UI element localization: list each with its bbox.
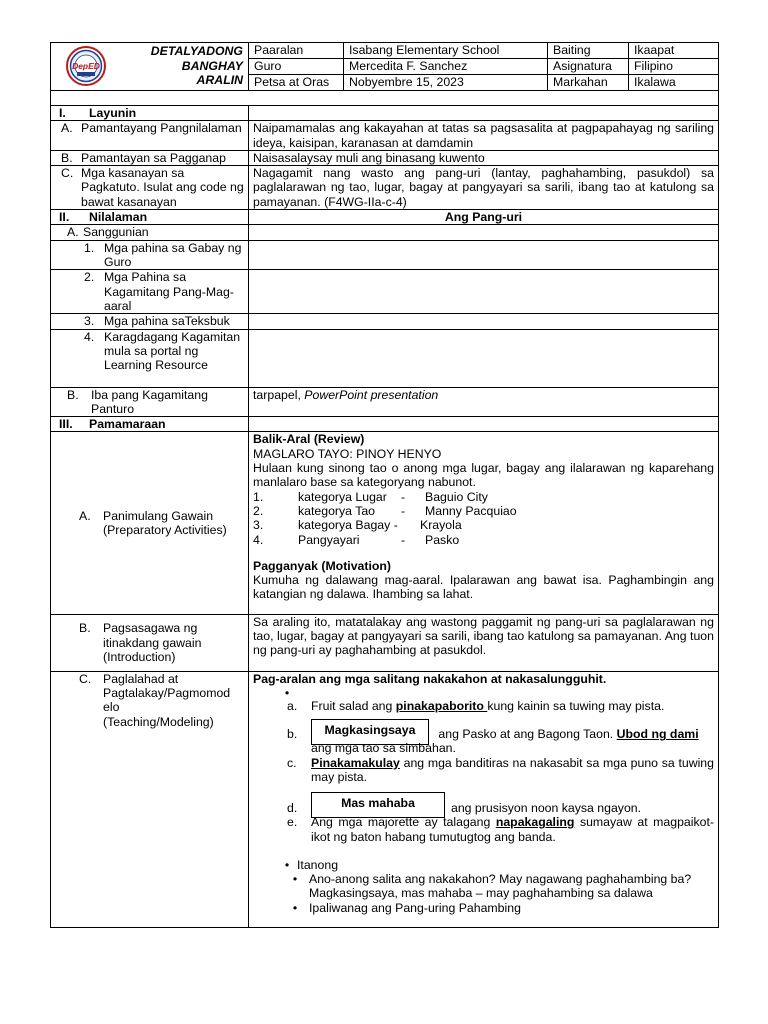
header-key-petsa: Petsa at Oras: [249, 75, 344, 91]
header-value-quarter: Ikalawa: [629, 75, 719, 91]
header-key-markahan: Markahan: [548, 75, 629, 91]
ref-4-label: 4. Karagdagang Kagamitan mula sa portal ng Learning Resource: [51, 329, 249, 387]
title-line-3: ARALIN: [196, 73, 243, 87]
ref-2-label: 2. Mga Pahina sa Kagamitang Pang-Mag-aaral: [51, 270, 249, 314]
example-b: b. Magkasingsaya ang Pasko at ang Bagong Taon. Ubod ng dami ang mga tao sa simbahan.: [287, 719, 714, 755]
header-key-guro: Guro: [249, 59, 344, 75]
example-e: e. Ang mga majorette ay talagang napakagaling sumayaw at magpaikot-ikot ng baton habang tumutugtog ang banda.: [287, 815, 714, 844]
section-layunin: I. Layunin: [51, 106, 249, 121]
iba-value: tarpapel, PowerPoint presentation: [249, 387, 719, 417]
layunin-a-text: Naipamamalas ang kakayahan at tatas sa pagsasalita at pagpapahayag ng sariling ideya, kaisipan, karanasan at damdamin: [249, 121, 719, 151]
header-value-school: Isabang Elementary School: [344, 43, 548, 59]
deped-logo-icon: [61, 46, 111, 86]
list-item: 2. kategorya Tao - Manny Pacquiao: [253, 503, 517, 518]
title-line-1: DETALYADONG: [150, 44, 243, 58]
header-value-date: Nobyembre 15, 2023: [344, 75, 548, 91]
boxed-word: Mas mahaba: [311, 792, 445, 818]
nilalaman-topic: Ang Pang-uri: [249, 210, 719, 225]
layunin-a-label: A. Pamantayang Pangnilalaman: [51, 121, 249, 151]
example-d: d. Mas mahaba ang prusisyon noon kaysa ngayon.: [287, 792, 714, 818]
example-c: c. Pinakamakulay ang mga banditiras na nakasabit sa mga puno sa tuwing may pista.: [287, 755, 714, 784]
list-item: • Ano-anong salita ang nakakahon? May nagawang paghahambing ba? Magkasingsaya, mas mahaba – may paghahambing sa dalawa: [292, 872, 692, 901]
header-key-baiting: Baiting: [548, 43, 629, 59]
list-item: •: [284, 686, 290, 701]
header-value-grade: Ikaapat: [629, 43, 719, 59]
game-instruction: Hulaan kung sinong tao o anong mga lugar, bagay ang ilalarawan ng kaparehang manlalaro base sa kategoryang nabunot.: [253, 461, 714, 490]
layunin-b-label: B. Pamantayan sa Pagganap: [51, 150, 249, 165]
balik-aral-title: Balik-Aral (Review): [253, 432, 365, 447]
paglalahad-heading: Pag-aralan ang mga salitang nakakahon at nakasalungguhit.: [253, 671, 607, 686]
pagsasagawa-label: B. Pagsasagawa ng itinakdang gawain (Introduction): [51, 614, 249, 671]
list-item: 4. Pangyayari - Pasko: [253, 532, 460, 547]
layunin-c-label: C. Mga kasanayan sa Pagkatuto. Isulat ang code ng bawat kasanayan: [51, 166, 249, 210]
lesson-plan-table: [50, 42, 719, 928]
logo-text: DepED: [72, 61, 100, 71]
pagsasagawa-text: Sa araling ito, matatalakay ang wastong paggamit ng pang-uri sa paglalarawan ng tao, lugar, bagay at pangyayari sa sarili, ibang tao katulong sa pamayanan. Ang tuon ng pang-uri ay paghahambing at pasukdol.: [249, 614, 719, 671]
category-list: [253, 490, 714, 547]
panimula-label: A. Panimulang Gawain (Preparatory Activities): [51, 432, 249, 614]
header-value-subject: Filipino: [629, 59, 719, 75]
paglalahad-content: [249, 671, 719, 927]
pagganyak-title: Pagganyak (Motivation): [253, 558, 392, 573]
lesson-plan: [50, 42, 718, 928]
list-item: 1. kategorya Lugar - Baguio City: [253, 489, 488, 504]
spacer-row: [51, 91, 719, 106]
boxed-word: Magkasingsaya: [311, 719, 429, 745]
section-pamamaraan: III. Pamamaraan: [51, 417, 249, 432]
list-item: • Itanong: [284, 857, 339, 872]
header-key-asignatura: Asignatura: [548, 59, 629, 75]
example-a: a. Fruit salad ang pinakapaborito kung kainin sa tuwing may pista.: [287, 699, 665, 714]
sanggunian-label: A. Sanggunian: [51, 225, 249, 240]
layunin-b-text: Naisasalaysay muli ang binasang kuwento: [249, 150, 719, 165]
iba-label: B. Iba pang Kagamitang Panturo: [51, 387, 249, 417]
list-item: 3. kategorya Bagay - Krayola: [253, 518, 462, 533]
list-item: • Ipaliwanag ang Pang-uring Pahambing: [292, 900, 521, 915]
ref-3-label: 3. Mga pahina saTeksbuk: [51, 314, 249, 329]
ref-1-label: 1. Mga pahina sa Gabay ng Guro: [51, 240, 249, 270]
title-line-2: BANGHAY: [181, 58, 243, 73]
header-title-cell: [51, 43, 249, 91]
paglalahad-label: C. Paglalahad at Pagtalakay/Pagmomod elo (Teaching/Modeling): [51, 671, 249, 927]
header-value-teacher: Mercedita F. Sanchez: [344, 59, 548, 75]
section-nilalaman: II. Nilalaman: [51, 210, 249, 225]
header-key-paaralan: Paaralan: [249, 43, 344, 59]
layunin-c-text: Nagagamit nang wasto ang pang-uri (lantay, paghahambing, pasukdol) sa paglalarawan ng tao, lugar, bagay at pangyayari sa sarili, ibang tao at katulong sa pamayanan. (F4WG-IIa-c-4): [249, 166, 719, 210]
game-title: MAGLARO TAYO: PINOY HENYO: [253, 446, 442, 461]
pagganyak-text: Kumuha ng dalawang mag-aaral. Ipalarawan ang bawat isa. Paghambingin ang katangian ng dalawa. Ihambing sa lahat.: [253, 573, 714, 602]
panimula-content: [249, 432, 719, 614]
